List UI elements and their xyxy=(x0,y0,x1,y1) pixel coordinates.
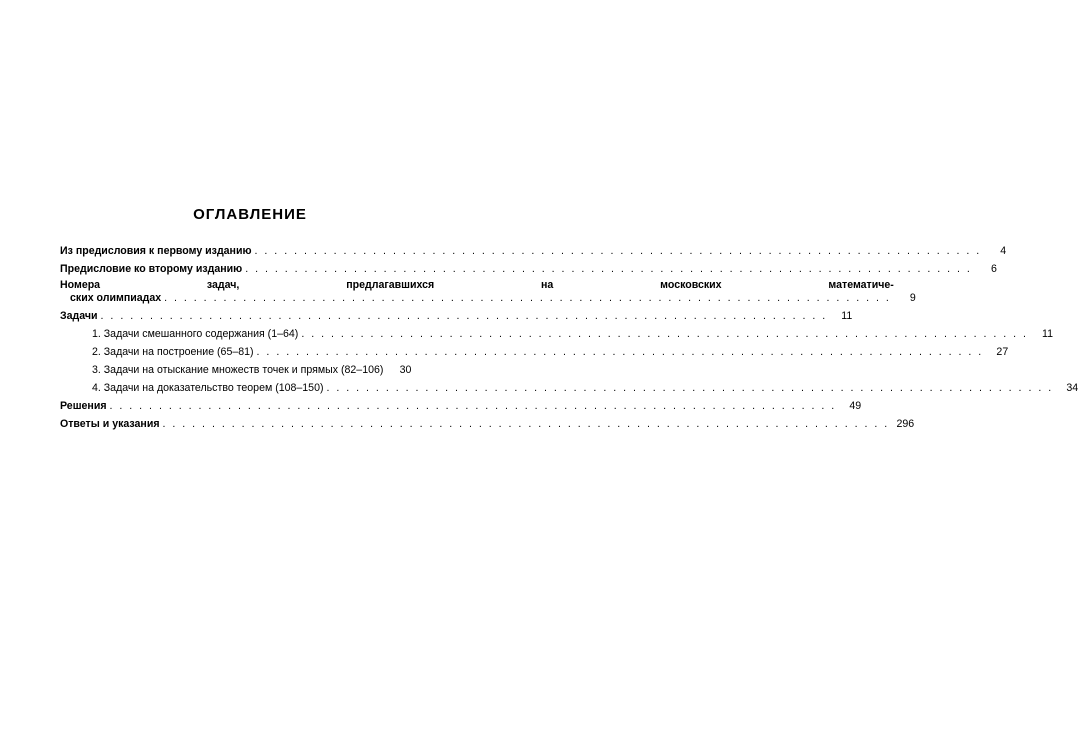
dot-leader xyxy=(164,292,891,305)
toc-entry-page: 27 xyxy=(996,346,1009,358)
table-of-contents xyxy=(60,243,1078,434)
toc-entry-label: 2. Задачи на построение (65–81) xyxy=(92,346,254,358)
toc-entry-problems-loci[interactable] xyxy=(60,362,411,377)
toc-entry-preface-first[interactable] xyxy=(60,243,1007,258)
toc-entry-olympiad-numbers[interactable] xyxy=(60,279,916,305)
toc-entry-page: 49 xyxy=(849,400,862,412)
dot-leader xyxy=(163,418,890,431)
dot-leader xyxy=(255,245,982,258)
toc-entry-page: 34 xyxy=(1066,382,1078,394)
toc-entry-page: 296 xyxy=(896,418,915,430)
dot-leader xyxy=(301,328,1028,341)
toc-entry-page: 6 xyxy=(990,263,997,275)
toc-entry-problems-mixed[interactable] xyxy=(60,326,1053,341)
toc-entry-label: Предисловие ко второму изданию xyxy=(60,263,243,275)
toc-entry-label-line1: Номера задач, предлагавшихся на московских математиче- xyxy=(60,279,894,291)
dot-leader xyxy=(245,263,972,276)
toc-entry-label: 1. Задачи смешанного содержания (1–64) xyxy=(92,328,299,340)
toc-entry-page: 30 xyxy=(399,364,412,376)
toc-entry-problems-proofs[interactable] xyxy=(60,380,1078,395)
dot-leader xyxy=(110,400,837,413)
toc-entry-problems[interactable] xyxy=(60,308,853,323)
toc-entry-answers[interactable] xyxy=(60,416,915,431)
dot-leader xyxy=(257,346,984,359)
toc-entry-solutions[interactable] xyxy=(60,398,862,413)
toc-entry-label: Задачи xyxy=(60,310,98,322)
dot-leader xyxy=(101,310,828,323)
dot-leader xyxy=(327,382,1054,395)
toc-entry-label: Из предисловия к первому изданию xyxy=(60,245,252,257)
page-title: ОГЛАВЛЕНИЕ xyxy=(193,206,307,223)
toc-entry-problems-construction[interactable] xyxy=(60,344,1009,359)
toc-entry-label: Решения xyxy=(60,400,107,412)
toc-entry-page: 4 xyxy=(1000,245,1007,257)
toc-entry-label: 3. Задачи на отыскание множеств точек и прямых (82–106) xyxy=(92,364,384,376)
toc-entry-label: Ответы и указания xyxy=(60,418,160,430)
toc-entry-label: 4. Задачи на доказательство теорем (108–150) xyxy=(92,382,324,394)
toc-entry-page: 11 xyxy=(1041,328,1053,340)
toc-entry-label-line2: ских олимпиадах xyxy=(70,292,162,304)
toc-entry-page: 11 xyxy=(841,310,853,322)
toc-entry-page: 9 xyxy=(909,292,916,304)
toc-entry-preface-second[interactable] xyxy=(60,261,997,276)
